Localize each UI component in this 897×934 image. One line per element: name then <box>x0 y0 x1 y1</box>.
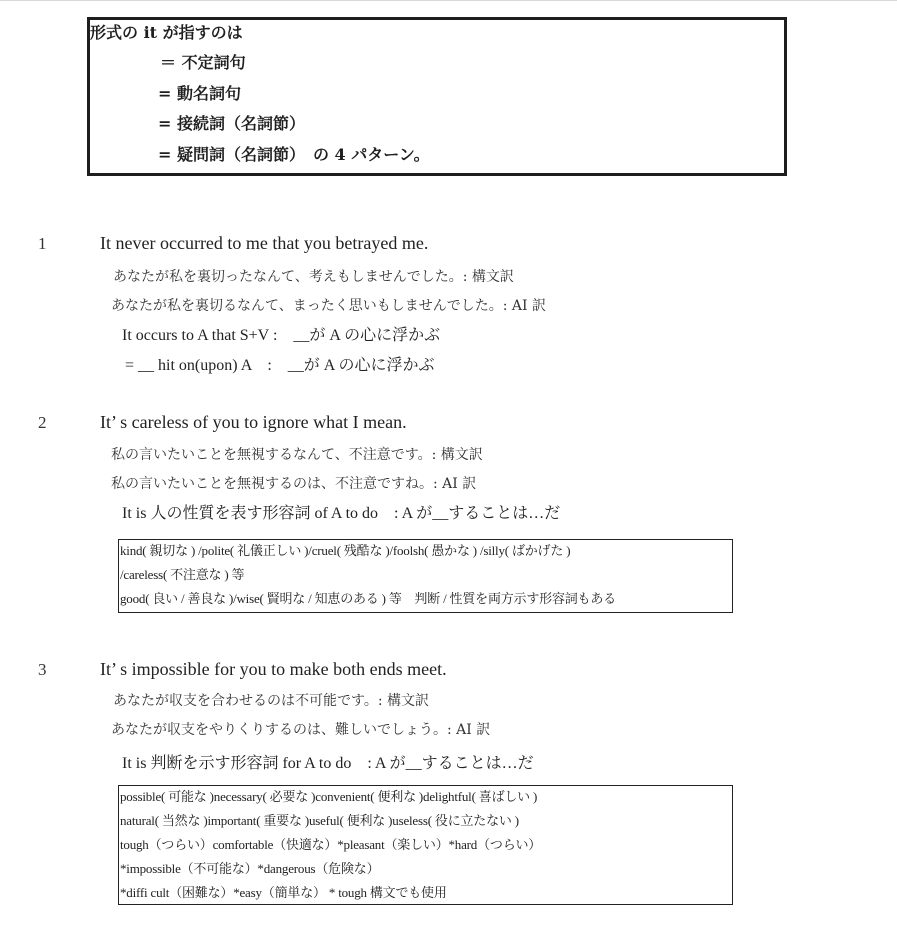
translation-ai: 私の言いたいことを無視するのは、不注意ですね。: AI 訳 <box>111 476 477 492</box>
translation-literal: あなたが私を裏切ったなんて、考えもしませんでした。: 構文訳 <box>113 269 514 285</box>
example-sentence: It never occurred to me that you betrayed me. <box>100 233 429 253</box>
example-number: 1 <box>38 234 47 253</box>
top-divider <box>0 0 897 1</box>
adjective-row: good( 良い / 善良な )/wise( 賢明な / 知恵のある ) 等 判断 / 性質を両方示す形容詞もある <box>120 591 616 606</box>
summary-item: = 疑問詞（名詞節） の 4 パターン。 <box>158 145 430 164</box>
pattern: It is 人の性質を表す形容詞 of A to do : A が__することは…だ <box>122 505 561 522</box>
summary-item: = 接続詞（名詞節） <box>158 114 305 133</box>
translation-ai: あなたが私を裏切るなんて、まったく思いもしませんでした。: AI 訳 <box>111 298 546 314</box>
summary-box <box>87 17 787 176</box>
adjective-row: possible( 可能な )necessary( 必要な )convenient( 便利な )delightful( 喜ばしい ) <box>120 789 538 804</box>
example-sentence: It’ s impossible for you to make both ends meet. <box>100 659 447 679</box>
example-sentence: It’ s careless of you to ignore what I mean. <box>100 412 407 432</box>
pattern: It occurs to A that S+V : __が A の心に浮かぶ <box>122 327 441 344</box>
translation-ai: あなたが収支をやりくりするのは、難しいでしょう。: AI 訳 <box>111 722 491 738</box>
summary-item: ＝ 不定詞句 <box>160 53 246 72</box>
adjective-row: /careless( 不注意な ) 等 <box>120 567 245 582</box>
summary-heading: 形式の it が指すのは <box>90 23 243 42</box>
adjective-row: tough（つらい）comfortable（快適な）*pleasant（楽しい）*hard（つらい） <box>120 837 542 852</box>
translation-literal: 私の言いたいことを無視するなんて、不注意です。: 構文訳 <box>111 447 483 463</box>
pattern: It is 判断を示す形容詞 for A to do : A が__することは…だ <box>122 755 534 772</box>
example-number: 2 <box>38 413 47 432</box>
summary-item: = 動名詞句 <box>158 84 241 103</box>
translation-literal: あなたが収支を合わせるのは不可能です。: 構文訳 <box>113 693 430 709</box>
adjective-box <box>118 785 733 905</box>
adjective-row: *diffi cult（困難な）*easy（簡単な） * tough 構文でも使用 <box>120 885 447 900</box>
example-number: 3 <box>38 660 47 679</box>
pattern: = __ hit on(upon) A : __が A の心に浮かぶ <box>125 357 435 374</box>
adjective-row: kind( 親切な ) /polite( 礼儀正しい )/cruel( 残酷な )/foolsh( 愚かな ) /silly( ばかげた ) <box>120 543 571 558</box>
adjective-box <box>118 539 733 613</box>
adjective-row: natural( 当然な )important( 重要な )useful( 便利な )useless( 役に立たない ) <box>120 813 519 828</box>
adjective-row: *impossible（不可能な）*dangerous（危険な） <box>120 861 380 876</box>
